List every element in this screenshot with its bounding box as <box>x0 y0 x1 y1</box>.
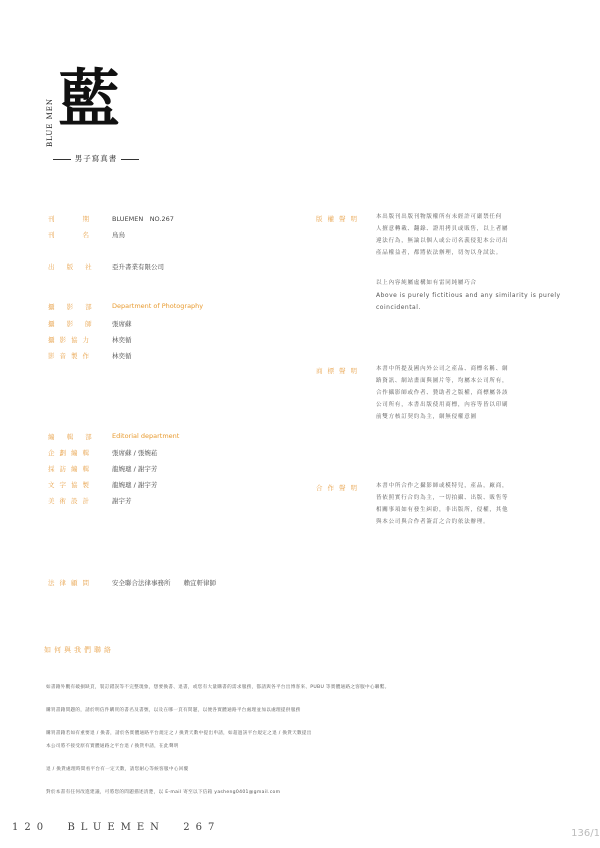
value-photographer: 張席蘇 <box>112 320 132 328</box>
copyright-line: 人擅意轉載、翻錄、證用拷貝或販售，以上者屬 <box>376 226 509 232</box>
label-photographer: 攝 影 師 <box>48 320 97 328</box>
label-photo-assist: 攝影協力 <box>48 336 94 344</box>
trademark-line: 公司所有，本書出版使用商標，內容等皆以印刷 <box>376 402 509 408</box>
label-issue: 刊 期 <box>48 215 94 223</box>
bluemen-logo <box>40 62 150 168</box>
value-text-assist: 龍婉璁 / 謝宇芳 <box>112 481 158 489</box>
label-planning-editor: 企劃編輯 <box>48 449 94 457</box>
value-interview-editor: 龍婉璁 / 謝宇芳 <box>112 465 158 473</box>
trademark-text <box>376 363 556 423</box>
value-planning-editor: 張席蘇 / 張婉菘 <box>112 449 158 457</box>
value-issue: BLUEMEN NO.267 <box>112 215 174 223</box>
contact-line: 購買書籍若如有重要退 / 換書，請於各實體通路平台規定之 / 換貨天數中提出申請，如超過該平台規定之退 / 換貨天數提出 <box>46 731 312 736</box>
english-line: coincidental. <box>376 304 421 311</box>
label-cooperation: 合作聲明 <box>316 484 362 492</box>
fiction-note: 以上內容純屬虛構如有雷同純屬巧合 <box>376 280 477 286</box>
value-photo-assist: 林奕循 <box>112 336 132 344</box>
label-interview-editor: 採訪編輯 <box>48 465 94 473</box>
page-number: 136/1 <box>571 828 600 839</box>
value-editorial-dept: Editorial department <box>112 432 180 440</box>
contact-line: 退 / 換貨處理時間看平台有一定天數，請您耐心等候客服中心回覆 <box>46 767 189 772</box>
cooperation-line: 與本公司與合作者簽訂之合約依法辦理。 <box>376 519 490 525</box>
label-editorial-dept: 編 輯 部 <box>48 433 97 441</box>
trademark-line: 本書中所提及國內外公司之產品、商標名稱、網 <box>376 366 509 372</box>
copyright-line: 產品權益者，都將依法辦理，切勿以身試法。 <box>376 250 503 256</box>
label-title: 刊 名 <box>48 231 94 239</box>
label-art-design: 美術設計 <box>48 497 94 505</box>
english-line: Above is purely fictitious and any similarity is purely <box>376 292 561 299</box>
contact-email-line: 對於本書有任何改進建議，可將您的問題描述清楚，以 E-mail 寄至以下信箱 yasheng0401@gmail.com <box>46 790 281 795</box>
label-photo-dept: 攝 影 部 <box>48 303 97 311</box>
logo-glyph: 藍 <box>58 62 115 135</box>
copyright-text <box>376 211 556 259</box>
value-legal: 安全聯合法律事務所 賴宜軒律師 <box>112 579 216 587</box>
fiction-note-english <box>376 290 566 314</box>
label-text-assist: 文字協製 <box>48 481 94 489</box>
contact-line: 如書籍外觀有破損缺頁，裝訂錯誤等不完整現象，想要換書、退書，或您有大量購書的需求服務，都請與各平台出博客來、PUBU 等實體通路之客服中心聯繫。 <box>46 685 390 690</box>
trademark-line: 合作攝影師或作者、贊助者之版權，商標屬各該 <box>376 390 509 396</box>
cooperation-line: 相關事項如有發生糾紛，非出版所，侵權，其他 <box>376 507 509 513</box>
copyright-line: 本出版刊出版刊物版權所有未經許可嚴禁任何 <box>376 214 503 220</box>
logo-vertical-text: BLUE MEN <box>46 98 54 148</box>
label-trademark: 商標聲明 <box>316 367 362 375</box>
value-publisher: 亞升書業有限公司 <box>112 263 164 271</box>
label-copyright: 版權聲明 <box>316 215 362 223</box>
contact-title: 如何與我們聯絡 <box>44 646 114 654</box>
trademark-line: 前雙方核訂契約為主，網無侵權意圖 <box>376 414 477 420</box>
value-title: 鳥鳥 <box>112 231 125 239</box>
logo-subtitle: 男子寫真書 <box>44 153 148 164</box>
trademark-line: 路資訊、網站畫面與圖片等，均屬本公司所有， <box>376 378 509 384</box>
cooperation-line: 皆依照實行合約為主，一切拍攝、出版、販售等 <box>376 495 509 501</box>
contact-line: 本公司將不接受原有實體通路之平台退 / 換貨申請，在此聲明 <box>46 744 179 749</box>
cooperation-text <box>376 480 556 528</box>
value-video: 林奕循 <box>112 352 132 360</box>
cooperation-line: 本書中所合作之攝影師或模特兒，產品，廠商， <box>376 483 509 489</box>
copyright-line: 違法行為，無論以個人或公司名義侵犯本公司出 <box>376 238 509 244</box>
footer-text: 120 BLUEMEN 267 <box>12 822 221 833</box>
label-video: 影音製作 <box>48 352 94 360</box>
value-photo-dept: Department of Photography <box>112 302 204 310</box>
label-publisher: 出 版 社 <box>48 263 97 271</box>
value-art-design: 謝宇芳 <box>112 497 132 505</box>
label-legal: 法律顧問 <box>48 579 94 587</box>
contact-line: 購買書籍問題的，請於明信件購買的書名及書號，以及在哪一頁有問題，以便各實體通路平台處理並加以處理提供服務 <box>46 708 301 713</box>
